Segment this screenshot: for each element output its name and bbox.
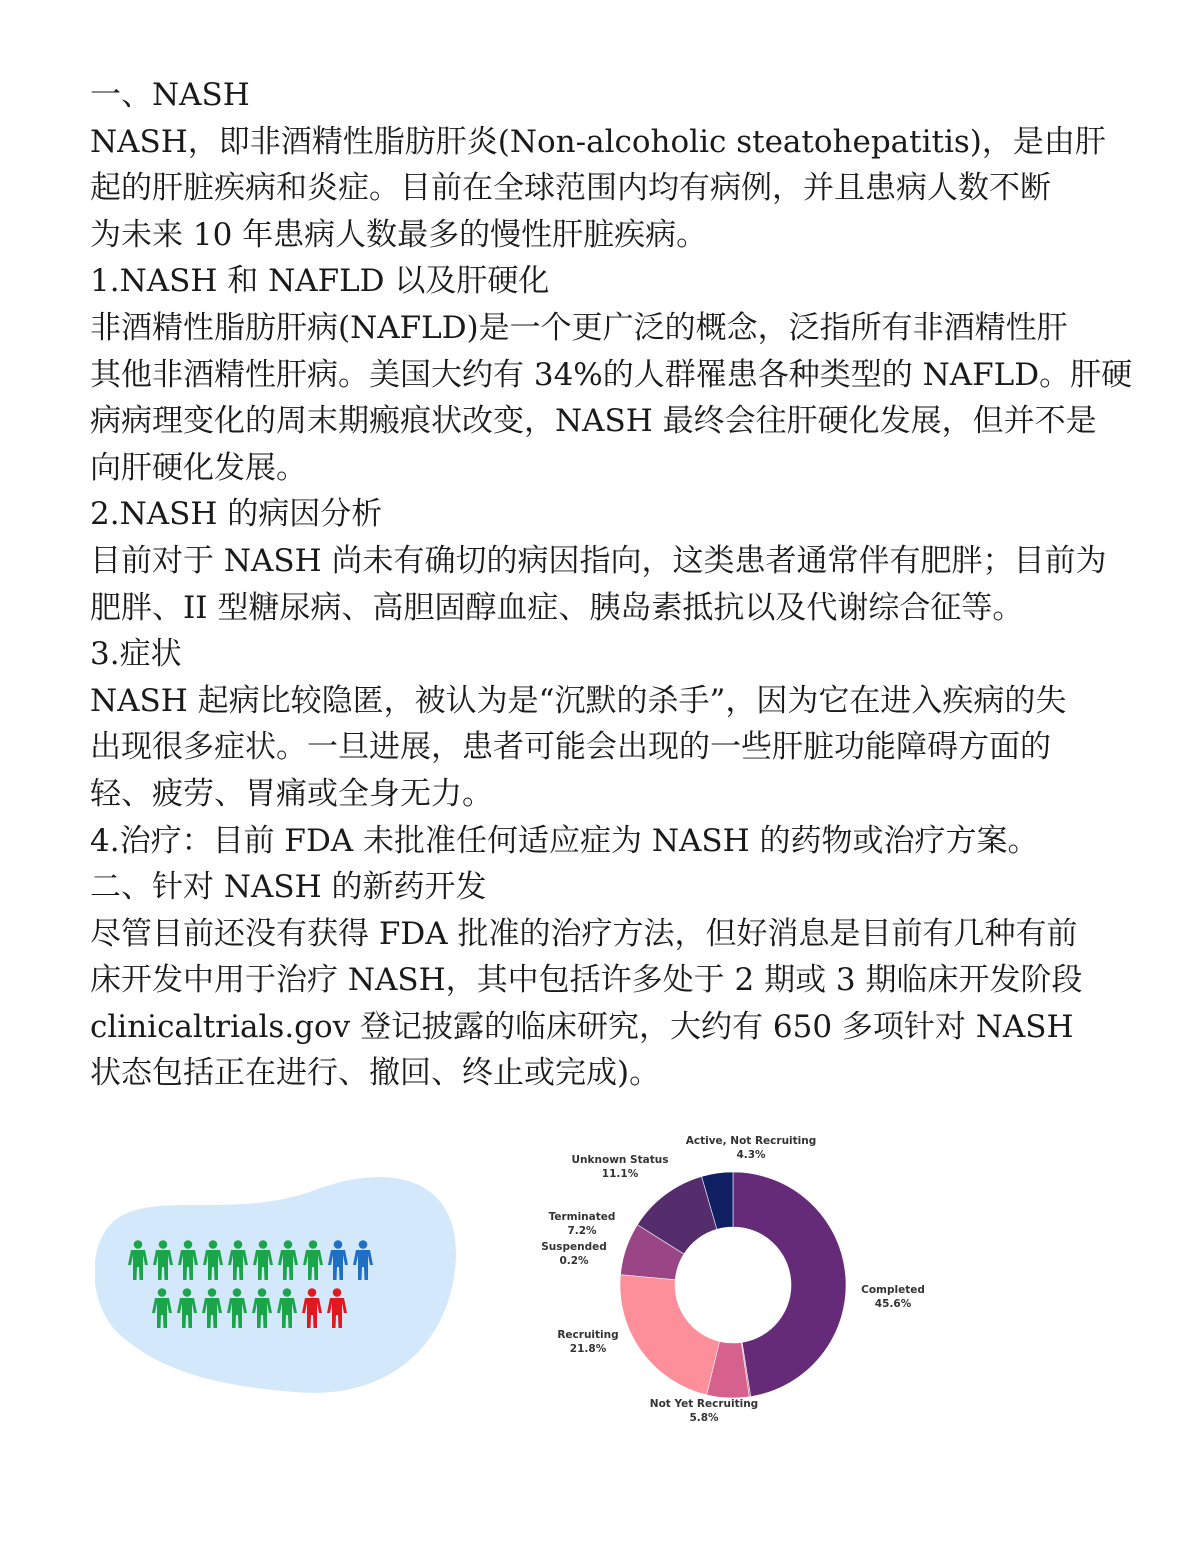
- section-heading: 2.NASH 的病因分析: [90, 496, 383, 533]
- paragraph-line: 床开发中用于治疗 NASH，其中包括许多处于 2 期或 3 期临床开发阶段: [90, 962, 1083, 999]
- paragraph-line: 非酒精性脂肪肝病(NAFLD)是一个更广泛的概念，泛指所有非酒精性肝: [90, 309, 1068, 346]
- slice-label: Completed: [861, 1284, 925, 1296]
- section-heading: 二、针对 NASH 的新药开发: [90, 869, 487, 906]
- paragraph-line: 向肝硬化发展。: [90, 449, 307, 486]
- document-body: [90, 72, 1188, 1097]
- paragraph-line: 目前对于 NASH 尚未有确切的病因指向，这类患者通常伴有肥胖；目前为: [90, 542, 1107, 579]
- slice-label: Not Yet Recruiting: [649, 1398, 759, 1410]
- paragraph-line: 轻、疲劳、胃痛或全身无力。: [90, 775, 493, 812]
- section-heading: 4.治疗：目前 FDA 未批准任何适应症为 NASH 的药物或治疗方案。: [90, 822, 1039, 859]
- section-heading: 一、NASH: [90, 77, 250, 113]
- paragraph-line: 其他非酒精性肝病。美国大约有 34%的人群罹患各种类型的 NAFLD。肝硬: [90, 356, 1133, 393]
- blob-background: [95, 1177, 456, 1393]
- trial-status-donut-chart: [530, 1125, 950, 1435]
- paragraph-line: 肥胖、II 型糖尿病、高胆固醇血症、胰岛素抵抗以及代谢综合征等。: [90, 589, 1024, 626]
- population-figure: [95, 1160, 465, 1400]
- section-heading: 3.症状: [90, 636, 182, 673]
- paragraph-line: 起的肝脏疾病和炎症。目前在全球范围内均有病例，并且患病人数不断: [90, 170, 1051, 207]
- paragraph-line: NASH 起病比较隐匿，被认为是“沉默的杀手”，因为它在进入疾病的失: [90, 682, 1067, 719]
- slice-percent-label: 21.8%: [569, 1343, 607, 1355]
- slice-label: Active, Not Recruiting: [685, 1135, 817, 1147]
- paragraph-line: clinicaltrials.gov 登记披露的临床研究，大约有 650 多项针对 NASH: [90, 1008, 1074, 1045]
- paragraph-line: NASH，即非酒精性脂肪肝炎(Non-alcoholic steatohepatitis)，是由肝: [90, 123, 1106, 160]
- donut-slice-recruiting: [620, 1275, 719, 1395]
- paragraph-line: 状态包括正在进行、撤回、终止或完成)。: [90, 1055, 661, 1092]
- slice-percent-label: 11.1%: [601, 1168, 639, 1180]
- slice-label: Terminated: [548, 1211, 616, 1223]
- section-heading: 1.NASH 和 NAFLD 以及肝硬化: [90, 263, 550, 300]
- slice-label: Recruiting: [557, 1329, 619, 1341]
- slice-percent-label: 4.3%: [736, 1149, 766, 1161]
- paragraph-line: 出现很多症状。一旦进展，患者可能会出现的一些肝脏功能障碍方面的: [90, 729, 1051, 766]
- slice-label: Unknown Status: [571, 1154, 669, 1166]
- slice-percent-label: 5.8%: [689, 1412, 719, 1424]
- paragraph-line: 为未来 10 年患病人数最多的慢性肝脏疾病。: [90, 216, 708, 253]
- slice-percent-label: 45.6%: [874, 1298, 912, 1310]
- slice-percent-label: 0.2%: [559, 1255, 589, 1267]
- slice-label: Suspended: [541, 1241, 607, 1253]
- slice-percent-label: 7.2%: [567, 1225, 597, 1237]
- donut-slice-completed: [733, 1172, 846, 1397]
- paragraph-line: 病病理变化的周末期瘢痕状改变，NASH 最终会往肝硬化发展，但并不是: [90, 403, 1097, 440]
- paragraph-line: 尽管目前还没有获得 FDA 批准的治疗方法，但好消息是目前有几种有前: [90, 915, 1078, 952]
